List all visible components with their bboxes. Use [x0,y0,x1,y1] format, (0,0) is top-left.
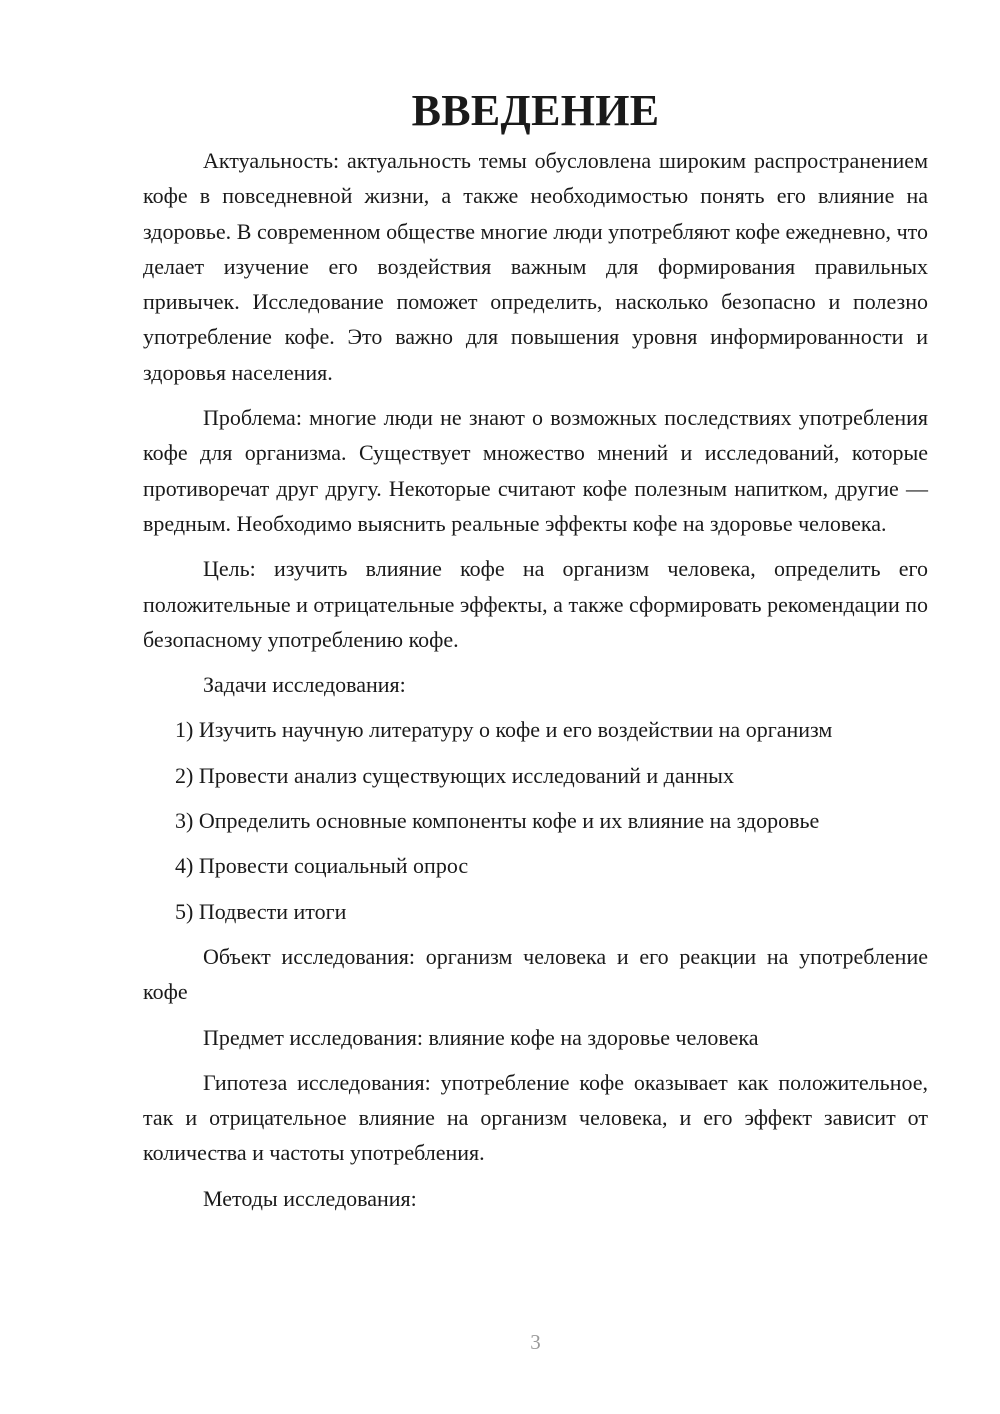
tasks-heading: Задачи исследования: [203,672,406,698]
problem-paragraph: Проблема: многие люди не знают о возможных последствиях употребления кофе для организма. Существует множество мнений и исследований, которые противоречат друг другу. Некоторые считают кофе полезным напитком, другие — вредным. Необходимо выяснить реальные эффекты кофе на здоровье человека. [143,405,928,536]
task-item: 5) Подвести итоги [175,898,347,924]
page-number: 3 [530,1330,541,1354]
goal-paragraph: Цель: изучить влияние кофе на организм человека, определить его положительные и отрицательные эффекты, а также сформировать рекомендации по безопасному употреблению кофе. [143,556,928,652]
task-item: 3) Определить основные компоненты кофе и их влияние на здоровье [175,808,820,834]
subject-paragraph: Предмет исследования: влияние кофе на здоровье человека [203,1024,759,1050]
task-item: 2) Провести анализ существующих исследований и данных [175,762,734,788]
task-item: 1) Изучить научную литературу о кофе и его воздействии на организм [175,717,833,743]
task-list [143,712,928,928]
methods-heading: Методы исследования: [203,1185,417,1211]
hypothesis-paragraph: Гипотеза исследования: употребление кофе оказывает как положительное, так и отрицательное влияние на организм человека, и его эффект зависит от количества и частоты употребления. [143,1069,928,1166]
document-page [143,86,928,1226]
task-item: 4) Провести социальный опрос [175,853,469,879]
object-paragraph: Объект исследования: организм человека и его реакции на употребление кофе [143,943,928,1005]
document-heading: ВВЕДЕНИЕ [411,86,660,135]
relevance-paragraph: Актуальность: актуальность темы обусловлена широким распространением кофе в повседневной жизни, а также необходимостью понять его влияние на здоровье. В современном обществе многие люди употребляют кофе ежедневно, что делает изучение его воздействия важным для формирования правильных привычек. Исследование поможет определить, насколько безопасно и полезно употребление кофе. Это важно для повышения уровня информированности и здоровья населения. [143,148,928,385]
